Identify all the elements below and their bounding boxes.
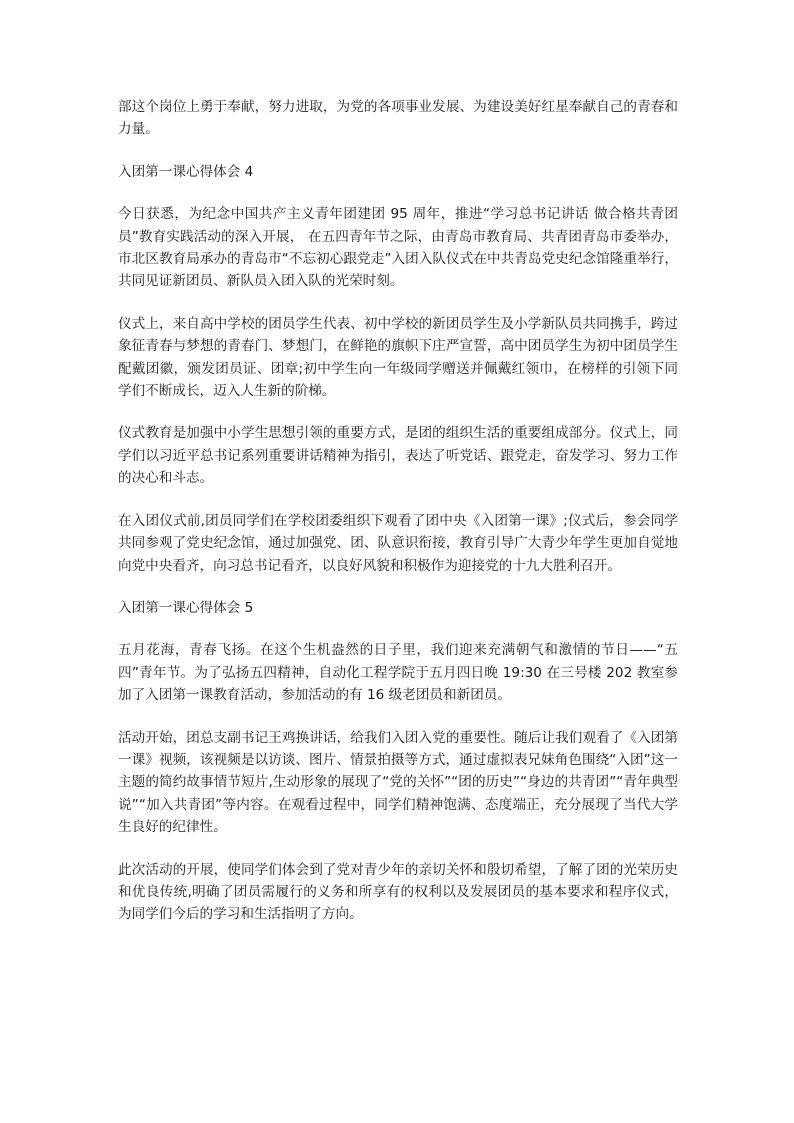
section4-paragraph-2: 仪式上，来自高中学校的团员学生代表、初中学校的新团员学生及小学新队员共同携手，跨过象征青春与梦想的青春门、梦想门，在鲜艳的旗帜下庄严宣誓，高中团员学生为初中团员学生配戴团徽，颁发团员证、团章;初中学生向一年级同学赠送并佩戴红领巾，在榜样的引领下同学们不断成长，迈入人生新的阶梯。: [118, 315, 678, 400]
document-page: [118, 96, 678, 946]
section5-paragraph-1: 五月花海，青春飞扬。在这个生机盎然的日子里，我们迎来充满朝气和激情的节日——“五四”青年节。为了弘扬五四精神，自动化工程学院于五月四日晚 19:30 在三号楼 202 教室参加了入团第一课教育活动，参加活动的有 16 级老团员和新团员。: [118, 642, 678, 704]
section-heading-5: 入团第一课心得体会 5: [118, 599, 254, 616]
paragraph-intro: 部这个岗位上勇于奉献，努力进取，为党的各项事业发展、为建设美好红星奉献自己的青春和力量。: [118, 99, 678, 138]
section4-paragraph-1: 今日获悉，为纪念中国共产主义青年团建团 95 周年，推进“学习总书记讲话 做合格共青团员”教育实践活动的深入开展， 在五四青年节之际，由青岛市教育局、共青团青岛市委举办，市北区教育局承办的青岛市“不忘初心跟党走”入团入队仪式在中共青岛党史纪念馆隆重举行，共同见证新团员、新队员入团入队的光荣时刻。: [118, 206, 678, 290]
section-heading-4: 入团第一课心得体会 4: [118, 163, 254, 180]
section4-paragraph-3: 仪式教育是加强中小学生思想引领的重要方式，是团的组织生活的重要组成部分。仪式上，同学们以习近平总书记系列重要讲话精神为指引，表达了听党话、跟党走，奋发学习、努力工作的决心和斗志。: [118, 425, 678, 487]
section5-paragraph-2: 活动开始，团总支副书记王鸡换讲话，给我们入团入党的重要性。随后让我们观看了《入团第一课》视频，该视频是以访谈、图片、情景拍摄等方式，通过虚拟表兄妹角色围绕“入团”这一主题的简约故事情节短片,生动形象的展现了“党的关怀”“团的历史”“身边的共青团”“青年典型说”“加入共青团”等内容。在观看过程中，同学们精神饱满、态度端正，充分展现了当代大学生良好的纪律性。: [118, 729, 678, 836]
section4-paragraph-4: 在入团仪式前,团员同学们在学校团委组织下观看了团中央《入团第一课》;仪式后，参会同学共同参观了党史纪念馆，通过加强党、团、队意识衔接，教育引导广大青少年学生更加自觉地向党中央看齐，向习总书记看齐，以良好风貌和积极作为迎接党的十九大胜利召开。: [118, 512, 678, 574]
section5-paragraph-3: 此次活动的开展，使同学们体会到了党对青少年的亲切关怀和殷切希望，了解了团的光荣历史和优良传统,明确了团员需履行的义务和所享有的权利以及发展团员的基本要求和程序仪式，为同学们今后的学习和生活指明了方向。: [118, 861, 678, 923]
